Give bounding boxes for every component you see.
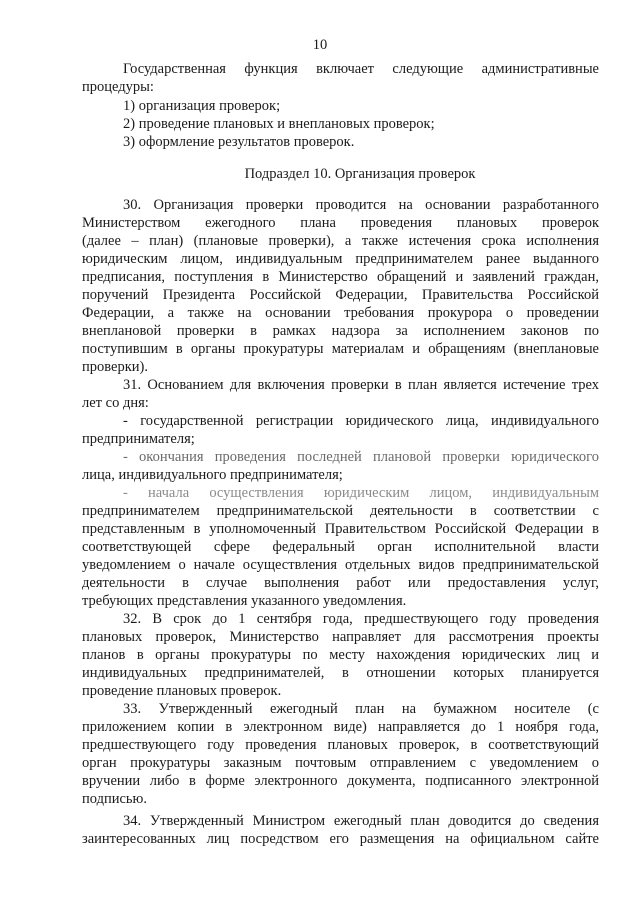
paragraph-30-line: (далее – план) (плановые проверки), а также истечения срока исполнения (82, 233, 599, 249)
paragraph-31-item-line: деятельности в случае выполнения работ или предоставления услуг, (82, 575, 599, 591)
intro-line: процедуры: (82, 79, 154, 95)
paragraph-30-line: 30. Организация проверки проводится на основании разработанного (123, 197, 599, 213)
paragraph-32-line: проведение плановых проверок. (82, 683, 282, 699)
paragraph-31-item-line: предпринимателя; (82, 431, 195, 447)
paragraph-31-line: лет со дня: (82, 395, 149, 411)
paragraph-31-item-line: предпринимателем предпринимательской деятельности в соответствии с (82, 503, 599, 519)
subsection-title: Подраздел 10. Организация проверок (244, 166, 476, 182)
paragraph-31-item-line: - начала осуществления юридическим лицом, индивидуальным (123, 485, 599, 501)
paragraph-32-line: планов в органы прокуратуры по месту нахождения юридических лиц и (82, 647, 599, 663)
paragraph-31-item-line: лица, индивидуального предпринимателя; (82, 467, 343, 483)
paragraph-30-line: юридическим лицом, индивидуальным предпринимателем ранее выданного (82, 251, 599, 267)
intro-line: Государственная функция включает следующие административные (123, 61, 599, 77)
paragraph-30-line: Министерством ежегодного плана проведения плановых проверок (82, 215, 599, 231)
intro-list-item: 2) проведение плановых и внеплановых проверок; (123, 116, 435, 132)
paragraph-33-line: орган прокуратуры заказным почтовым отправлением с уведомлением о (82, 755, 599, 771)
paragraph-30-line: предписания, поступления в Министерство обращений и заявлений граждан, (82, 269, 599, 285)
paragraph-32-line: 32. В срок до 1 сентября года, предшествующего году проведения (123, 611, 599, 627)
paragraph-33-line: вручении либо в форме электронного документа, подписанного электронной (82, 773, 599, 789)
paragraph-31-item-line: требующих представления указанного уведомления. (82, 593, 407, 609)
paragraph-30-line: внеплановой проверки в рамках надзора за исполнением законов по (82, 323, 599, 339)
paragraph-33-line: приложением копии в электронном виде) направляется до 1 ноября года, (82, 719, 599, 735)
paragraph-31-item-line: уведомлением о начале осуществления отдельных видов предпринимательской (82, 557, 599, 573)
paragraph-33-line: предшествующего году проведения плановых проверок, в соответствующий (82, 737, 599, 753)
paragraph-31-item-line: представленным в уполномоченный Правительством Российской Федерации в (82, 521, 599, 537)
paragraph-31-line: 31. Основанием для включения проверки в план является истечение трех (123, 377, 599, 393)
page-number: 10 (312, 37, 328, 53)
paragraph-33-line: подписью. (82, 791, 147, 807)
paragraph-34-line: 34. Утвержденный Министром ежегодный план доводится до сведения (123, 813, 599, 829)
paragraph-30-line: проверки). (82, 359, 148, 375)
paragraph-33-line: 33. Утвержденный ежегодный план на бумажном носителе (с (123, 701, 599, 717)
paragraph-30-line: поступившим в органы прокуратуры материалам и обращениям (внеплановые (82, 341, 599, 357)
intro-list-item: 3) оформление результатов проверок. (123, 134, 355, 150)
paragraph-30-line: Федерации, а также на основании требования прокурора о проведении (82, 305, 599, 321)
intro-list-item: 1) организация проверок; (123, 98, 281, 114)
paragraph-30-line: поручений Президента Российской Федерации, Правительства Российской (82, 287, 599, 303)
paragraph-31-item-line: соответствующей сфере федеральный орган исполнительной власти (82, 539, 599, 555)
paragraph-32-line: плановых проверок, Министерство направляет для рассмотрения проекты (82, 629, 599, 645)
paragraph-31-item-line: - окончания проведения последней плановой проверки юридического (123, 449, 599, 465)
paragraph-32-line: индивидуальных предпринимателей, в отношении которых планируется (82, 665, 599, 681)
paragraph-31-item-line: - государственной регистрации юридического лица, индивидуального (123, 413, 599, 429)
paragraph-34-line: заинтересованных лиц посредством его размещения на официальном сайте (82, 831, 599, 847)
